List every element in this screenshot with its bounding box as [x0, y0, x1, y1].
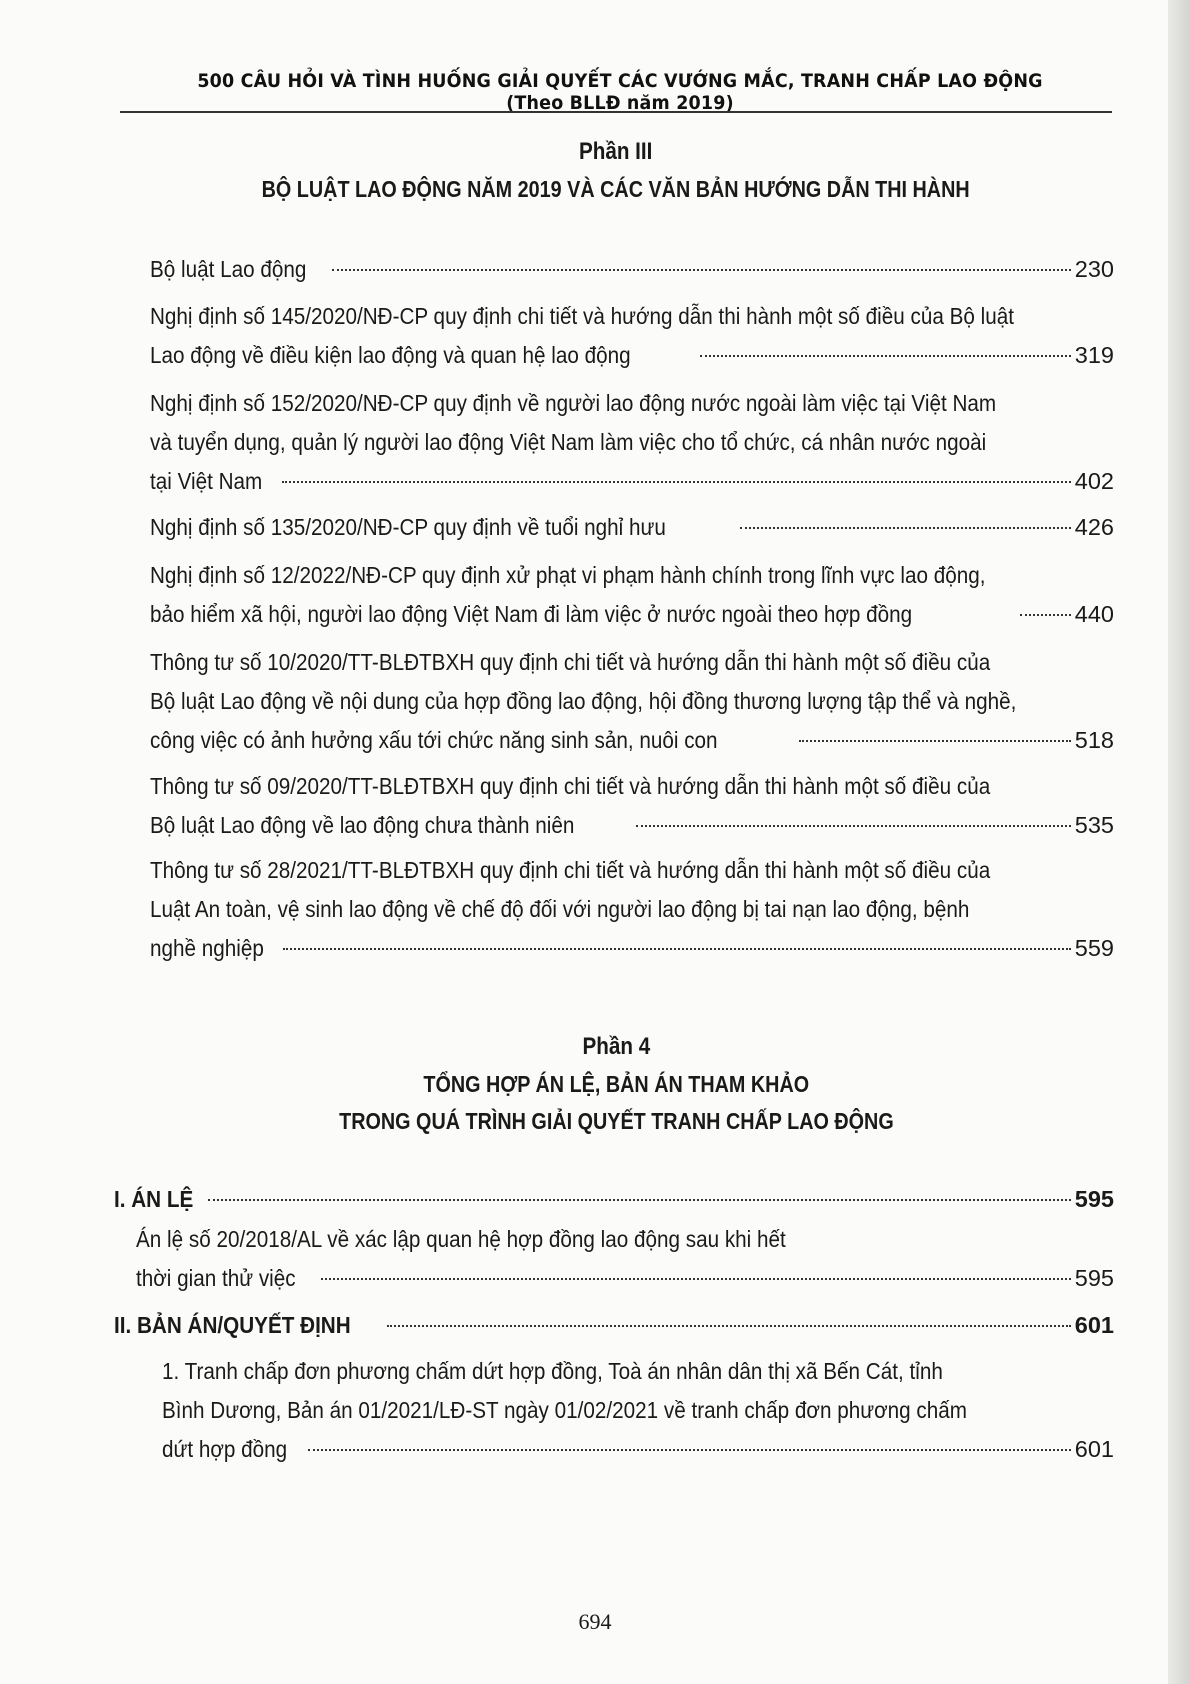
- toc-entry[interactable]: [150, 250, 1114, 289]
- toc-entry-line: Nghị định số 12/2022/NĐ-CP quy định xử phạt vi phạm hành chính trong lĩnh vực lao động,: [150, 562, 986, 588]
- dot-leader: [700, 355, 1071, 357]
- toc-entry-line: Bộ luật Lao động về nội dung của hợp đồng lao động, hội đồng thương lượng tập thể và nghề,: [150, 688, 1017, 714]
- toc-entry-line: thời gian thử việc: [136, 1265, 296, 1291]
- part4-title-line1: TỔNG HỢP ÁN LỆ, BẢN ÁN THAM KHẢO: [423, 1071, 809, 1097]
- toc-page-number: 595: [1074, 1265, 1114, 1291]
- toc-entry[interactable]: [150, 767, 1114, 845]
- part4-label: Phần 4: [582, 1033, 650, 1060]
- part3-title: BỘ LUẬT LAO ĐỘNG NĂM 2019 VÀ CÁC VĂN BẢN HƯỚNG DẪN THI HÀNH: [261, 176, 971, 202]
- toc-section-title: II. BẢN ÁN/QUYẾT ĐỊNH: [114, 1312, 351, 1338]
- toc-entry-line: tại Việt Nam: [150, 468, 263, 494]
- toc-entry[interactable]: [150, 556, 1114, 634]
- toc-page-number: 426: [1074, 514, 1114, 540]
- part4-title-line2: TRONG QUÁ TRÌNH GIẢI QUYẾT TRANH CHẤP LAO ĐỘNG: [338, 1108, 894, 1134]
- toc-section-an-le[interactable]: [114, 1180, 1114, 1219]
- toc-entry-line: 1. Tranh chấp đơn phương chấm dứt hợp đồng, Toà án nhân dân thị xã Bến Cát, tỉnh: [162, 1358, 943, 1384]
- toc-page-number: 535: [1074, 812, 1114, 838]
- dot-leader: [283, 948, 1070, 950]
- toc-entry-line: bảo hiểm xã hội, người lao động Việt Nam đi làm việc ở nước ngoài theo hợp đồng: [150, 601, 913, 627]
- toc-entry-line: Thông tư số 09/2020/TT-BLĐTBXH quy định chi tiết và hướng dẫn thi hành một số điều của: [150, 773, 991, 799]
- header-rule: [120, 111, 1112, 113]
- dot-leader: [799, 740, 1071, 742]
- toc-page-number: 559: [1074, 935, 1114, 961]
- toc-entry-line: Thông tư số 28/2021/TT-BLĐTBXH quy định chi tiết và hướng dẫn thi hành một số điều của: [150, 857, 991, 883]
- toc-entry-line: và tuyển dụng, quản lý người lao động Việt Nam làm việc cho tổ chức, cá nhân nước ngoài: [150, 429, 987, 455]
- toc-entry[interactable]: [150, 851, 1114, 968]
- dot-leader: [332, 269, 1071, 271]
- dot-leader: [636, 825, 1071, 827]
- dot-leader: [308, 1449, 1071, 1451]
- toc-entry-line: Án lệ số 20/2018/AL về xác lập quan hệ hợp đồng lao động sau khi hết: [136, 1226, 786, 1252]
- toc-page-number: 601: [1074, 1312, 1114, 1338]
- dot-leader: [282, 481, 1071, 483]
- toc-entry-line: Lao động về điều kiện lao động và quan hệ lao động: [150, 342, 631, 368]
- page-number: 694: [578, 1609, 612, 1634]
- toc-section-title: I. ÁN LỆ: [114, 1186, 194, 1212]
- running-header: 500 CÂU HỎI VÀ TÌNH HUỐNG GIẢI QUYẾT CÁC VƯỚNG MẮC, TRANH CHẤP LAO ĐỘNG (Theo BLLĐ năm 2019): [197, 70, 1043, 114]
- toc-entry-line: Bộ luật Lao động về lao động chưa thành niên: [150, 812, 575, 838]
- part3-label: Phần III: [579, 138, 653, 165]
- dot-leader: [208, 1199, 1071, 1201]
- dot-leader: [321, 1278, 1070, 1280]
- dot-leader: [1020, 614, 1071, 616]
- dot-leader: [740, 527, 1071, 529]
- toc-page-number: 518: [1074, 727, 1114, 753]
- toc-page-number: 440: [1074, 601, 1114, 627]
- toc-page-number: 601: [1074, 1436, 1114, 1462]
- toc-entry-ban-an-1[interactable]: [162, 1352, 1114, 1469]
- toc-entry-line: nghề nghiệp: [150, 935, 264, 961]
- toc-entry-line: công việc có ảnh hưởng xấu tới chức năng sinh sản, nuôi con: [150, 727, 718, 753]
- toc-entry-line: dứt hợp đồng: [162, 1436, 288, 1462]
- toc-page-number: 319: [1074, 342, 1114, 368]
- toc-entry[interactable]: [150, 384, 1114, 501]
- toc-entry[interactable]: [150, 297, 1114, 375]
- toc-section-ban-an[interactable]: [114, 1306, 1114, 1345]
- toc-entry-line: Luật An toàn, vệ sinh lao động về chế độ đối với người lao động bị tai nạn lao động, bệnh: [150, 896, 970, 922]
- page-edge-shadow: [1168, 0, 1190, 1684]
- toc-entry-line: Nghị định số 152/2020/NĐ-CP quy định về người lao động nước ngoài làm việc tại Việt Nam: [150, 390, 997, 416]
- toc-page-number: 595: [1074, 1186, 1114, 1212]
- toc-entry[interactable]: [150, 643, 1114, 760]
- toc-entry-line: Nghị định số 135/2020/NĐ-CP quy định về tuổi nghỉ hưu: [150, 514, 666, 540]
- toc-entry-an-le-20[interactable]: [136, 1220, 1114, 1298]
- toc-entry-line: Thông tư số 10/2020/TT-BLĐTBXH quy định chi tiết và hướng dẫn thi hành một số điều của: [150, 649, 991, 675]
- toc-page-number: 402: [1074, 468, 1114, 494]
- dot-leader: [387, 1325, 1071, 1327]
- toc-entry[interactable]: [150, 508, 1114, 547]
- toc-entry-line: Bộ luật Lao động: [150, 256, 307, 282]
- toc-entry-line: Nghị định số 145/2020/NĐ-CP quy định chi tiết và hướng dẫn thi hành một số điều của Bộ luật: [150, 303, 1014, 329]
- toc-entry-line: Bình Dương, Bản án 01/2021/LĐ-ST ngày 01/02/2021 về tranh chấp đơn phương chấm: [162, 1397, 967, 1423]
- toc-page-number: 230: [1074, 256, 1114, 282]
